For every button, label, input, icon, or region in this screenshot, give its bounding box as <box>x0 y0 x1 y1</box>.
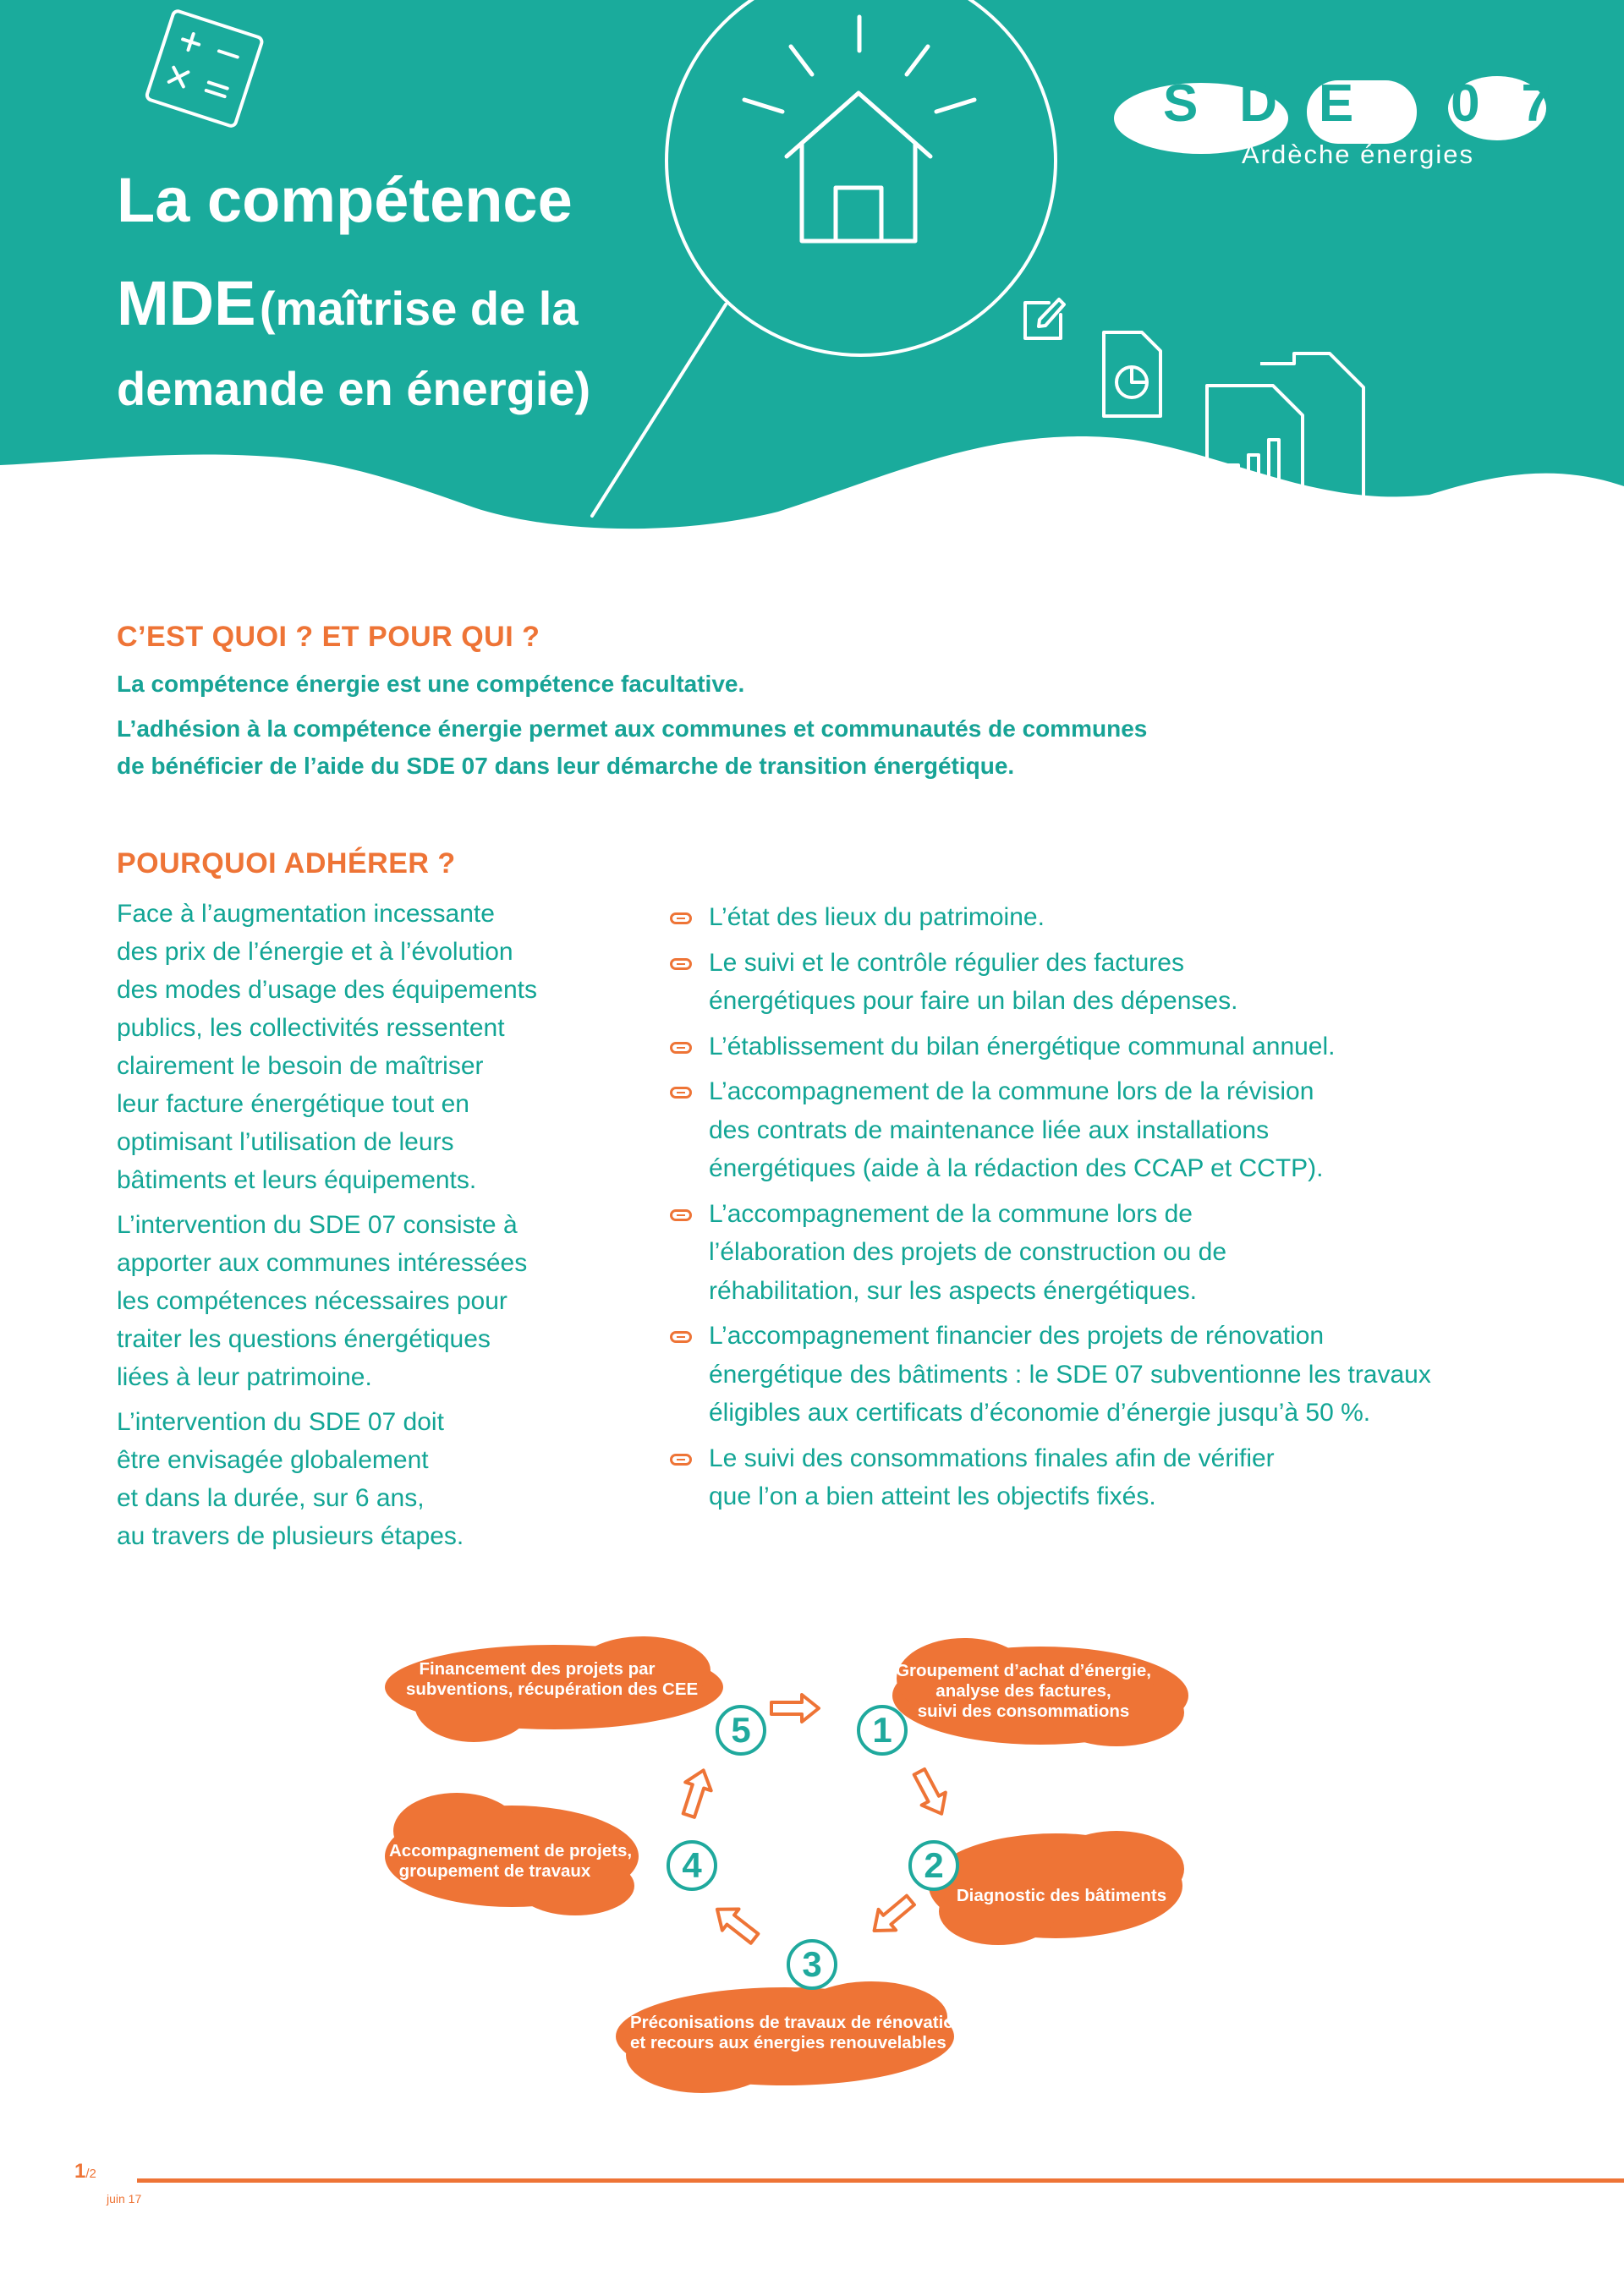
page-title-line1: La compétence <box>117 165 573 235</box>
text-line: l’élaboration des projets de construction ou de <box>709 1238 1227 1266</box>
text-line: clairement le besoin de maîtriser <box>117 1052 484 1080</box>
text-line: éligibles aux certificats d’économie d’énergie jusqu’à 50 %. <box>709 1399 1371 1427</box>
benefits-list <box>670 898 1516 1523</box>
text-line: L’accompagnement financier des projets de rénovation <box>709 1322 1325 1350</box>
step5-number: 5 <box>716 1705 766 1756</box>
arrow-2-to-3 <box>865 1890 919 1942</box>
text-line: bâtiments et leurs équipements. <box>117 1166 477 1194</box>
logo-brand: SDE 07 <box>1163 74 1561 133</box>
text-line: publics, les collectivités ressentent <box>117 1014 505 1042</box>
text-line: réhabilitation, sur les aspects énergétiques. <box>709 1276 1198 1305</box>
step2-number: 2 <box>908 1840 959 1891</box>
section1-line3: de bénéficier de l’aide du SDE 07 dans leur démarche de transition énergétique. <box>117 753 1015 779</box>
section1-line1: La compétence énergie est une compétence facultative. <box>117 671 745 697</box>
text-line: énergétiques (aide à la rédaction des CCAP et CCTP). <box>709 1154 1324 1182</box>
text-line: énergétique des bâtiments : le SDE 07 subventionne les travaux <box>709 1360 1431 1389</box>
text-line: Le suivi et le contrôle régulier des factures <box>709 948 1184 977</box>
text-line: que l’on a bien atteint les objectifs fixés. <box>709 1482 1156 1510</box>
text-line: et recours aux énergies renouvelables <box>630 2033 946 2052</box>
list-item <box>670 944 1516 1021</box>
text-line: Préconisations de travaux de rénovation <box>630 2013 965 2032</box>
text-line: Le suivi des consommations finales afin de vérifier <box>709 1444 1275 1472</box>
text-line: liées à leur patrimoine. <box>117 1363 372 1391</box>
bullet-icon <box>670 912 692 924</box>
text-line: traiter les questions énergétiques <box>117 1325 491 1353</box>
text-line: groupement de travaux <box>398 1861 591 1881</box>
step1-label <box>888 1661 1159 1722</box>
text-line: Diagnostic des bâtiments <box>956 1886 1167 1905</box>
page-title-line3: demande en énergie) <box>117 362 591 415</box>
text-line: être envisagée globalement <box>117 1446 429 1474</box>
page-number <box>74 2160 96 2184</box>
text-line: Accompagnement de projets, <box>389 1841 633 1860</box>
section2-left-text <box>117 895 641 1562</box>
step2-label <box>956 1886 1167 1906</box>
text-line: des contrats de maintenance liée aux installations <box>709 1115 1270 1144</box>
left-paragraph <box>117 1403 641 1555</box>
text-line: L’accompagnement de la commune lors de <box>709 1199 1193 1228</box>
bullet-icon <box>670 1087 692 1099</box>
text-line: au travers de plusieurs étapes. <box>117 1522 464 1550</box>
list-item <box>670 1195 1516 1311</box>
text-line: leur facture énergétique tout en <box>117 1090 469 1118</box>
arrow-4-to-5 <box>676 1766 716 1819</box>
bullet-icon <box>670 1454 692 1466</box>
list-item <box>670 1439 1516 1516</box>
page-current: 1 <box>74 2160 86 2183</box>
list-item <box>670 1072 1516 1188</box>
arrow-5-to-1 <box>771 1695 819 1722</box>
page-total: /2 <box>85 2167 96 2181</box>
title-paren: (maîtrise de la <box>259 282 579 335</box>
text-line: optimisant l’utilisation de leurs <box>117 1128 454 1156</box>
left-paragraph <box>117 1206 641 1396</box>
text-line: Groupement d’achat d’énergie, <box>896 1661 1151 1680</box>
text-line: subventions, récupération des CEE <box>406 1680 699 1699</box>
section1-line2: L’adhésion à la compétence énergie permet aux communes et communautés de communes <box>117 715 1148 742</box>
text-line: L’établissement du bilan énergétique communal annuel. <box>709 1032 1336 1060</box>
text-line: L’intervention du SDE 07 consiste à <box>117 1211 518 1239</box>
step4-number: 4 <box>667 1840 717 1891</box>
step3-label <box>630 2013 965 2053</box>
section1-title: C’EST QUOI ? ET POUR QUI ? <box>117 621 540 653</box>
text-line: L’état des lieux du patrimoine. <box>709 903 1045 931</box>
text-line: suivi des consommations <box>917 1701 1130 1721</box>
bullet-icon <box>670 958 692 970</box>
page-title-line2 <box>117 268 579 338</box>
text-line: L’accompagnement de la commune lors de la révision <box>709 1077 1314 1105</box>
text-line: énergétiques pour faire un bilan des dépenses. <box>709 987 1238 1015</box>
step1-number: 1 <box>857 1705 908 1756</box>
left-paragraph <box>117 895 641 1199</box>
list-item <box>670 1317 1516 1433</box>
text-line: L’intervention du SDE 07 doit <box>117 1408 444 1436</box>
text-line: des modes d’usage des équipements <box>117 976 537 1004</box>
step3-number: 3 <box>787 1939 837 1990</box>
list-item <box>670 1027 1516 1066</box>
text-line: des prix de l’énergie et à l’évolution <box>117 938 513 966</box>
section2-title: POURQUOI ADHÉRER ? <box>117 847 456 879</box>
step4-label <box>389 1841 633 1882</box>
bullet-icon <box>670 1209 692 1221</box>
text-line: analyse des factures, <box>935 1681 1111 1701</box>
arrow-3-to-4 <box>709 1899 763 1949</box>
bullet-icon <box>670 1331 692 1343</box>
text-line: et dans la durée, sur 6 ans, <box>117 1484 425 1512</box>
step5-label <box>406 1659 699 1700</box>
header-wave-background <box>0 0 1624 529</box>
title-mde: MDE <box>117 268 256 338</box>
logo-tagline: Ardèche énergies <box>1242 140 1474 169</box>
footer-date: juin 17 <box>107 2192 142 2206</box>
text-line: Financement des projets par <box>419 1659 656 1679</box>
footer-rule <box>137 2178 1624 2183</box>
arrow-1-to-2 <box>908 1766 954 1820</box>
list-item <box>670 898 1516 937</box>
bullet-icon <box>670 1042 692 1054</box>
text-line: Face à l’augmentation incessante <box>117 900 495 928</box>
text-line: apporter aux communes intéressées <box>117 1249 528 1277</box>
text-line: les compétences nécessaires pour <box>117 1287 508 1315</box>
